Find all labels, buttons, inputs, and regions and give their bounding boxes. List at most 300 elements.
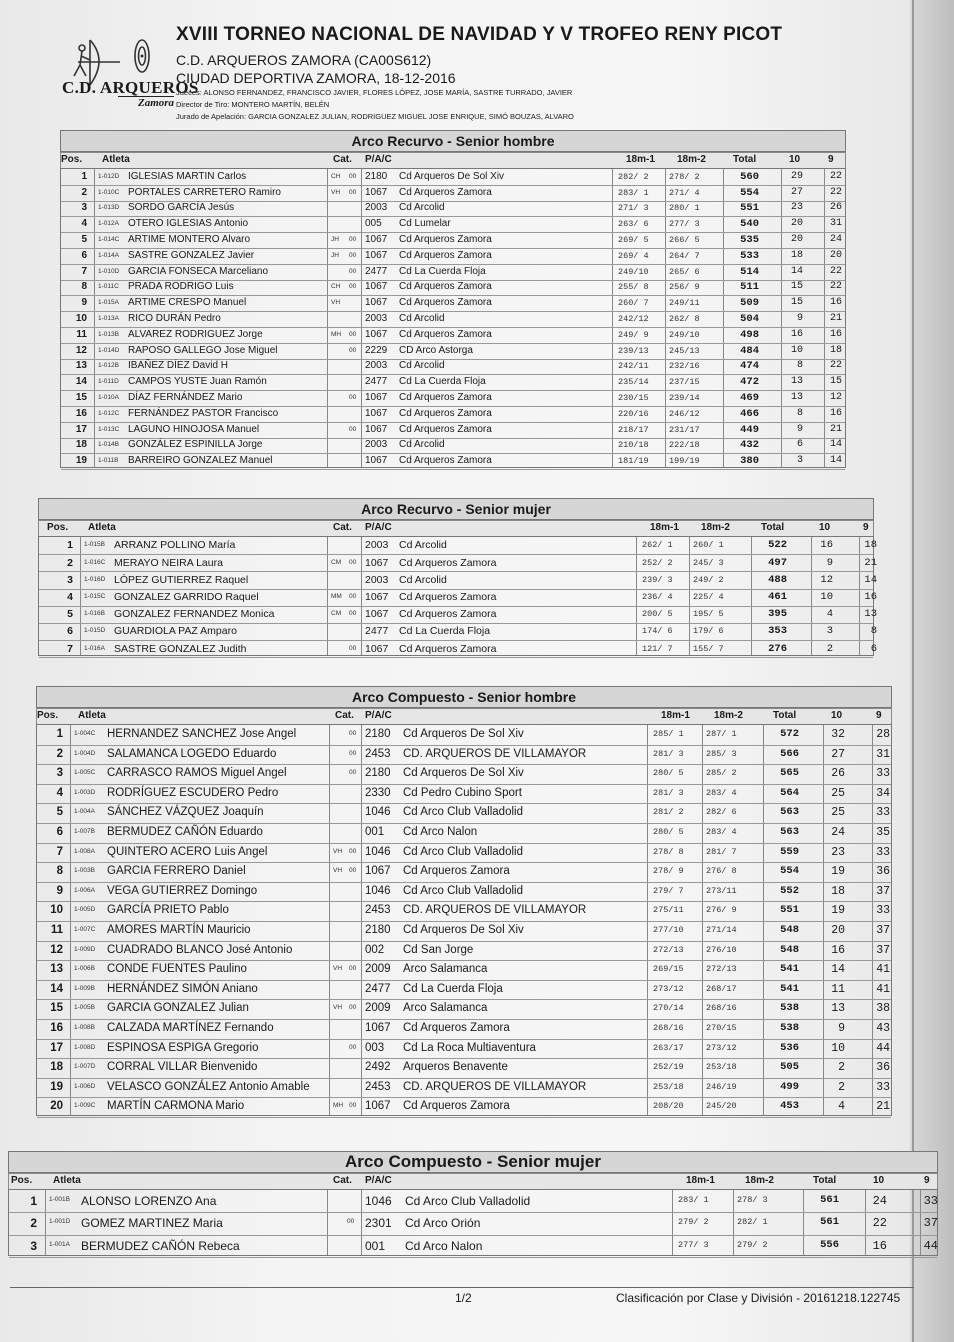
athlete-name: MARTÍN CARMONA Mario (107, 1100, 245, 1113)
round2-score: 276/ 9 (706, 905, 737, 916)
category-cell: CM (331, 610, 342, 618)
round2-score: 268/16 (706, 1003, 737, 1014)
column-header-total: Total (813, 1175, 837, 1186)
athlete-code: 1-009D (74, 945, 96, 953)
table-row (61, 453, 845, 470)
column-header-pos: Pos. (47, 522, 69, 533)
position-cell: 18 (75, 439, 87, 451)
nines-count: 41 (876, 963, 890, 977)
tens-count: 20 (790, 218, 803, 230)
total-score: 509 (740, 297, 759, 310)
club-number: 1067 (365, 186, 388, 198)
round1-score: 263/ 6 (618, 219, 649, 230)
club-name: Cd Arco Nalon (405, 1238, 483, 1253)
round1-score: 269/ 4 (618, 250, 649, 261)
position-cell: 9 (81, 297, 87, 309)
table-row (39, 589, 877, 607)
position-cell: 3 (30, 1238, 37, 1253)
position-cell: 6 (56, 826, 63, 839)
round1-score: 277/ 3 (678, 1239, 709, 1250)
athlete-code: 1-010A (98, 394, 119, 402)
tens-count: 12 (820, 573, 833, 586)
column-header-r2: 18m-2 (701, 522, 730, 533)
club-logo-sub: Zamora (118, 96, 174, 109)
club-number: 2477 (365, 376, 388, 388)
club-name: CD. ARQUEROS DE VILLAMAYOR (403, 904, 587, 917)
column-header-athlete: Atleta (78, 710, 106, 721)
position-cell: 1 (67, 539, 73, 552)
round1-score: 269/ 5 (618, 235, 649, 246)
table-row (61, 343, 845, 360)
total-score: 548 (780, 924, 799, 937)
table-header (36, 708, 892, 725)
athlete-name: SASTRE GONZALEZ Javier (128, 249, 255, 261)
club-name: Cd La Cuerda Floja (403, 982, 503, 995)
round2-score: 237/15 (669, 377, 700, 388)
column-header-cat: Cat. (333, 522, 352, 533)
athlete-code: 1-001D (49, 1218, 71, 1226)
club-name: CD. ARQUEROS DE VILLAMAYOR (403, 1080, 587, 1093)
subclass-cell: 00 (349, 769, 357, 777)
club-name: CD Arco Astorga (399, 344, 473, 356)
category-cell: JH (331, 251, 339, 259)
column-header-nines: 9 (828, 154, 834, 165)
round2-score: 245/20 (706, 1101, 737, 1112)
position-cell: 8 (81, 281, 87, 293)
tens-count: 4 (838, 1100, 845, 1114)
tens-count: 10 (831, 1041, 845, 1055)
document-title: XVIII TORNEO NACIONAL DE NAVIDAD Y V TROFEO RENY PICOT (176, 24, 783, 45)
round1-score: 242/11 (618, 361, 649, 372)
table-row (37, 784, 891, 805)
tens-count: 14 (831, 963, 845, 977)
club-name: Cd Arqueros De Sol Xiv (399, 170, 505, 182)
nines-count: 33 (876, 806, 890, 820)
round2-score: 246/19 (706, 1081, 737, 1092)
table-row (37, 823, 891, 844)
nines-count: 21 (829, 313, 842, 325)
position-cell: 3 (56, 767, 63, 780)
tens-count: 8 (796, 360, 803, 372)
round2-score: 249/11 (669, 298, 700, 309)
column-header-r1: 18m-1 (661, 710, 690, 721)
athlete-code: 1-014A (98, 251, 119, 259)
club-number: 1067 (365, 281, 388, 293)
round1-score: 282/ 2 (618, 171, 649, 182)
club-name: Cd Arqueros Zamora (399, 297, 492, 309)
column-header-cat: Cat. (333, 154, 352, 165)
total-score: 499 (780, 1080, 799, 1093)
total-score: 449 (740, 423, 759, 436)
club-name: Cd Arqueros Zamora (399, 392, 492, 404)
club-name: Cd Arqueros Zamora (403, 1100, 510, 1113)
nines-count: 20 (829, 249, 842, 261)
total-score: 554 (780, 865, 799, 878)
nines-count: 31 (876, 747, 890, 761)
table-row (39, 606, 877, 624)
round2-score: 287/ 1 (706, 729, 737, 740)
club-number: 1067 (365, 234, 388, 246)
position-cell: 16 (75, 407, 87, 419)
page-number: 1/2 (455, 1291, 472, 1305)
category-cell: CH (331, 283, 341, 291)
round2-score: 246/12 (669, 408, 700, 419)
club-name: Cd Arcolid (399, 539, 447, 552)
column-header-nines: 9 (924, 1175, 930, 1186)
subclass-cell: 00 (349, 730, 357, 738)
column-header-athlete: Atleta (88, 522, 116, 533)
round2-score: 245/13 (669, 345, 700, 356)
round1-score: 281/ 3 (653, 748, 684, 759)
athlete-code: 1-001B (49, 1196, 70, 1204)
total-score: 497 (768, 556, 787, 569)
round2-score: 231/17 (669, 424, 700, 435)
table-title: Arco Recurvo - Senior mujer (38, 498, 874, 520)
round2-score: 283/ 4 (706, 787, 737, 798)
round2-score: 281/ 7 (706, 846, 737, 857)
athlete-code: 1-012B (98, 362, 119, 370)
round1-score: 174/ 6 (642, 626, 673, 637)
club-number: 1067 (365, 249, 388, 261)
column-header-tens: 10 (873, 1175, 885, 1186)
club-name: Cd Arqueros Zamora (403, 1022, 510, 1035)
club-name: Cd La Roca Multiaventura (403, 1041, 536, 1054)
total-score: 488 (768, 573, 787, 586)
table-row (61, 374, 845, 391)
table-row (37, 803, 891, 824)
position-cell: 14 (50, 982, 63, 995)
total-score: 466 (740, 407, 759, 420)
tens-count: 19 (831, 865, 845, 879)
position-cell: 1 (81, 170, 87, 182)
athlete-name: ARRANZ POLLINO María (114, 539, 236, 552)
club-name: Cd Arqueros Zamora (399, 249, 492, 261)
results-table (38, 498, 877, 656)
category-cell: MM (331, 592, 342, 600)
column-header-r1: 18m-1 (686, 1175, 715, 1186)
total-score: 561 (820, 1216, 839, 1229)
club-name: Cd Lumelar (399, 218, 451, 230)
round1-score: 277/10 (653, 925, 684, 936)
club-name: Cd Arqueros Zamora (403, 865, 510, 878)
athlete-code: 1-009C (74, 1102, 96, 1110)
nines-count: 12 (829, 392, 842, 404)
column-header-pac: P/A/C (365, 1175, 392, 1186)
athlete-code: 1-003D (74, 788, 96, 796)
tens-count: 9 (796, 313, 803, 325)
tens-count: 16 (820, 539, 833, 552)
club-name: Cd Arqueros Zamora (399, 642, 497, 655)
column-header-cat: Cat. (335, 710, 354, 721)
nines-count: 43 (876, 1022, 890, 1036)
round2-score: 225/ 4 (693, 591, 724, 602)
club-number: 1067 (365, 1100, 391, 1113)
table-row (61, 264, 845, 281)
athlete-code: 1-010D (98, 267, 120, 275)
tens-count: 3 (826, 625, 833, 638)
athlete-name: CARRASCO RAMOS Miguel Angel (107, 767, 287, 780)
tens-count: 9 (826, 556, 833, 569)
athlete-code: 1-016C (84, 558, 106, 566)
round1-score: 200/ 5 (642, 609, 673, 620)
tens-count: 8 (796, 407, 803, 419)
subclass-cell: 00 (349, 330, 357, 338)
total-score: 505 (780, 1061, 799, 1074)
athlete-code: 1-005B (74, 1004, 95, 1012)
athlete-code: 1-011C (98, 283, 119, 291)
classification-label: Clasificación por Clase y División - 20161218.122745 (616, 1291, 901, 1305)
position-cell: 19 (50, 1080, 63, 1093)
tens-count: 18 (831, 884, 845, 898)
total-score: 548 (780, 943, 799, 956)
tens-count: 6 (796, 439, 803, 451)
table-body (60, 168, 846, 468)
round1-score: 220/16 (618, 408, 649, 419)
athlete-code: 1-012A (98, 220, 119, 228)
athlete-code: 1-003B (74, 867, 95, 875)
round1-score: 278/ 8 (653, 846, 684, 857)
position-cell: 11 (76, 328, 87, 340)
tens-count: 24 (831, 826, 845, 840)
total-score: 276 (768, 642, 787, 655)
club-number: 2003 (365, 439, 388, 451)
tens-count: 27 (790, 186, 803, 198)
athlete-name: VEGA GUTIERREZ Domingo (107, 884, 258, 897)
athlete-code: 1-008A (74, 847, 95, 855)
club-number: 1067 (365, 392, 388, 404)
round1-score: 280/ 5 (653, 827, 684, 838)
table-row (9, 1212, 937, 1235)
athlete-code: 1-013B (98, 330, 119, 338)
category-cell: JH (331, 236, 339, 244)
venue-date: CIUDAD DEPORTIVA ZAMORA, 18-12-2016 (176, 70, 456, 86)
tens-count: 16 (831, 943, 845, 957)
club-name: Cd Arqueros De Sol Xiv (403, 924, 524, 937)
round1-score: 279/ 7 (653, 885, 684, 896)
club-number: 1067 (365, 297, 388, 309)
club-name: Cd La Cuerda Floja (399, 265, 486, 277)
table-row (61, 295, 845, 312)
column-header-total: Total (733, 154, 757, 165)
athlete-name: HERNANDEZ SANCHEZ Jose Angel (107, 728, 297, 741)
club-name: Cd Arqueros Zamora (399, 186, 492, 198)
club-name: Cd Arco Orión (405, 1216, 481, 1231)
club-name: Cd Arqueros Zamora (399, 608, 497, 621)
athlete-code: 1-008B (74, 1024, 95, 1032)
round1-score: 281/ 3 (653, 787, 684, 798)
club-name: Cd Arcolid (399, 202, 445, 214)
table-row (37, 1019, 891, 1040)
round1-score: 260/ 7 (618, 298, 649, 309)
column-header-pos: Pos. (11, 1175, 33, 1186)
athlete-code: 1-005D (74, 906, 96, 914)
tens-count: 25 (831, 806, 845, 820)
athlete-name: LÓPEZ GUTIERREZ Raquel (114, 573, 249, 586)
total-score: 572 (780, 728, 799, 741)
round2-score: 282/ 1 (737, 1217, 768, 1228)
category-cell: VH (331, 188, 341, 196)
round1-score: 273/12 (653, 983, 684, 994)
table-row (61, 422, 845, 439)
athlete-name: BERMUDEZ CAÑÓN Eduardo (107, 826, 263, 839)
column-header-r2: 18m-2 (714, 710, 743, 721)
tens-count: 9 (838, 1022, 845, 1036)
round2-score: 277/ 3 (669, 219, 700, 230)
athlete-name: GARCIA FERRERO Daniel (107, 865, 246, 878)
table-row (37, 843, 891, 864)
nines-count: 16 (829, 407, 842, 419)
jury-line: Jurado de Apelación: GARCIA GONZALEZ JULIAN, RODRIGUEZ MIGUEL JOSE ENRIQUE, SIMÓ BOUZAS, ALVARO (176, 112, 574, 121)
athlete-name: RODRÍGUEZ ESCUDERO Pedro (107, 786, 279, 799)
club-number: 1067 (365, 1022, 391, 1035)
club-name: Cd Arco Nalon (403, 826, 478, 839)
nines-count: 16 (864, 590, 877, 603)
athlete-code: 1-013C (98, 425, 120, 433)
subclass-cell: 00 (349, 425, 357, 433)
round1-score: 249/ 9 (618, 329, 649, 340)
tens-count: 20 (790, 234, 803, 246)
club-name: Cd Arco Club Valladolid (403, 806, 523, 819)
club-name: Cd La Cuerda Floja (399, 625, 491, 638)
table-row (37, 1078, 891, 1099)
category-cell: VH (331, 299, 341, 307)
nines-count: 37 (876, 943, 890, 957)
total-score: 461 (768, 590, 787, 603)
round2-score: 239/14 (669, 393, 700, 404)
tens-count: 16 (790, 328, 803, 340)
nines-count: 24 (829, 234, 842, 246)
athlete-code: 1-007C (74, 926, 96, 934)
round1-score: 278/ 9 (653, 866, 684, 877)
club-number: 1067 (365, 556, 389, 569)
total-score: 564 (780, 786, 799, 799)
athlete-name: GARCIA GONZALEZ Julian (107, 1002, 249, 1015)
round1-score: 263/17 (653, 1042, 684, 1053)
footer-divider (10, 1287, 914, 1288)
tens-count: 22 (872, 1216, 887, 1231)
tens-count: 13 (831, 1002, 845, 1016)
club-number: 2003 (365, 202, 388, 214)
column-header-nines: 9 (876, 710, 882, 721)
round2-score: 256/ 9 (669, 282, 700, 293)
column-header-pos: Pos. (37, 710, 59, 721)
table-row (37, 1039, 891, 1060)
results-table (8, 1151, 938, 1256)
table-row (37, 921, 891, 942)
nines-count: 33 (876, 845, 890, 859)
position-cell: 18 (50, 1061, 63, 1074)
total-score: 472 (740, 376, 759, 389)
subclass-cell: 00 (349, 251, 357, 259)
position-cell: 2 (30, 1216, 37, 1231)
tens-count: 19 (831, 904, 845, 918)
club-number: 1067 (365, 455, 388, 467)
column-header-nines: 9 (863, 522, 869, 533)
tens-count: 20 (831, 924, 845, 938)
round1-score: 272/13 (653, 944, 684, 955)
tens-count: 18 (790, 249, 803, 261)
round1-score: 280/ 5 (653, 768, 684, 779)
nines-count: 35 (876, 826, 890, 840)
table-header (8, 1173, 938, 1190)
total-score: 538 (780, 1022, 799, 1035)
round2-score: 179/ 6 (693, 626, 724, 637)
athlete-code: 1-013A (98, 315, 119, 323)
athlete-code: 1-011D (98, 378, 119, 386)
club-number: 1046 (365, 806, 391, 819)
round2-score: 222/18 (669, 440, 700, 451)
subclass-cell: 00 (349, 1102, 357, 1110)
round1-score: 255/ 8 (618, 282, 649, 293)
position-cell: 4 (81, 218, 87, 230)
column-header-total: Total (773, 710, 797, 721)
nines-count: 8 (870, 625, 877, 638)
subclass-cell: 00 (349, 847, 357, 855)
nines-count: 36 (876, 865, 890, 879)
position-cell: 4 (67, 590, 73, 603)
athlete-code: 1-016A (84, 644, 105, 652)
category-cell: VH (333, 1004, 343, 1012)
total-score: 538 (780, 1002, 799, 1015)
category-cell: VH (333, 847, 343, 855)
table-row (61, 185, 845, 202)
total-score: 514 (740, 265, 759, 278)
table-row (37, 882, 891, 903)
nines-count: 33 (876, 1080, 890, 1094)
nines-count: 16 (829, 297, 842, 309)
club-name: CD. ARQUEROS DE VILLAMAYOR (403, 747, 587, 760)
athlete-name: ARTIME MONTERO Alvaro (128, 234, 251, 246)
table-row (37, 941, 891, 962)
round1-score: 236/ 4 (642, 591, 673, 602)
athlete-name: BERMUDEZ CAÑÓN Rebeca (81, 1238, 240, 1253)
round1-score: 235/14 (618, 377, 649, 388)
athlete-name: GONZALEZ GARRIDO Raquel (114, 590, 259, 603)
club-number: 1046 (365, 845, 391, 858)
nines-count: 26 (829, 202, 842, 214)
round1-score: 239/ 3 (642, 574, 673, 585)
athlete-name: ESPINOSA ESPIGA Gregorio (107, 1041, 259, 1054)
club-name: Cd Arco Club Valladolid (403, 884, 523, 897)
club-number: 2453 (365, 747, 391, 760)
round2-score: 271/ 4 (669, 187, 700, 198)
round2-score: 270/15 (706, 1023, 737, 1034)
athlete-name: GARCIA FONSECA Marceliano (128, 265, 269, 277)
table-row (39, 640, 877, 658)
club-name: Arqueros Benavente (403, 1061, 508, 1074)
subclass-cell: 00 (349, 1004, 357, 1012)
tens-count: 29 (790, 170, 803, 182)
position-cell: 17 (75, 423, 87, 435)
athlete-name: PORTALES CARRETERO Ramiro (128, 186, 281, 198)
subclass-cell: 00 (349, 346, 357, 354)
nines-count: 6 (870, 642, 877, 655)
director-line: Director de Tiro: MONTERO MARTÍN, BELÉN (176, 100, 330, 109)
tens-count: 11 (831, 982, 845, 996)
athlete-name: SASTRE GONZALEZ Judith (114, 642, 247, 655)
column-header-r1: 18m-1 (626, 154, 655, 165)
club-number: 2492 (365, 1061, 391, 1074)
subclass-cell: 00 (349, 610, 357, 618)
round2-score: 195/ 5 (693, 609, 724, 620)
club-name: Cd San Jorge (403, 943, 474, 956)
table-row (61, 311, 845, 328)
position-cell: 13 (75, 360, 87, 372)
nines-count: 21 (876, 1100, 890, 1114)
position-cell: 15 (50, 1002, 63, 1015)
nines-count: 44 (876, 1041, 890, 1055)
round2-score: 283/ 4 (706, 827, 737, 838)
